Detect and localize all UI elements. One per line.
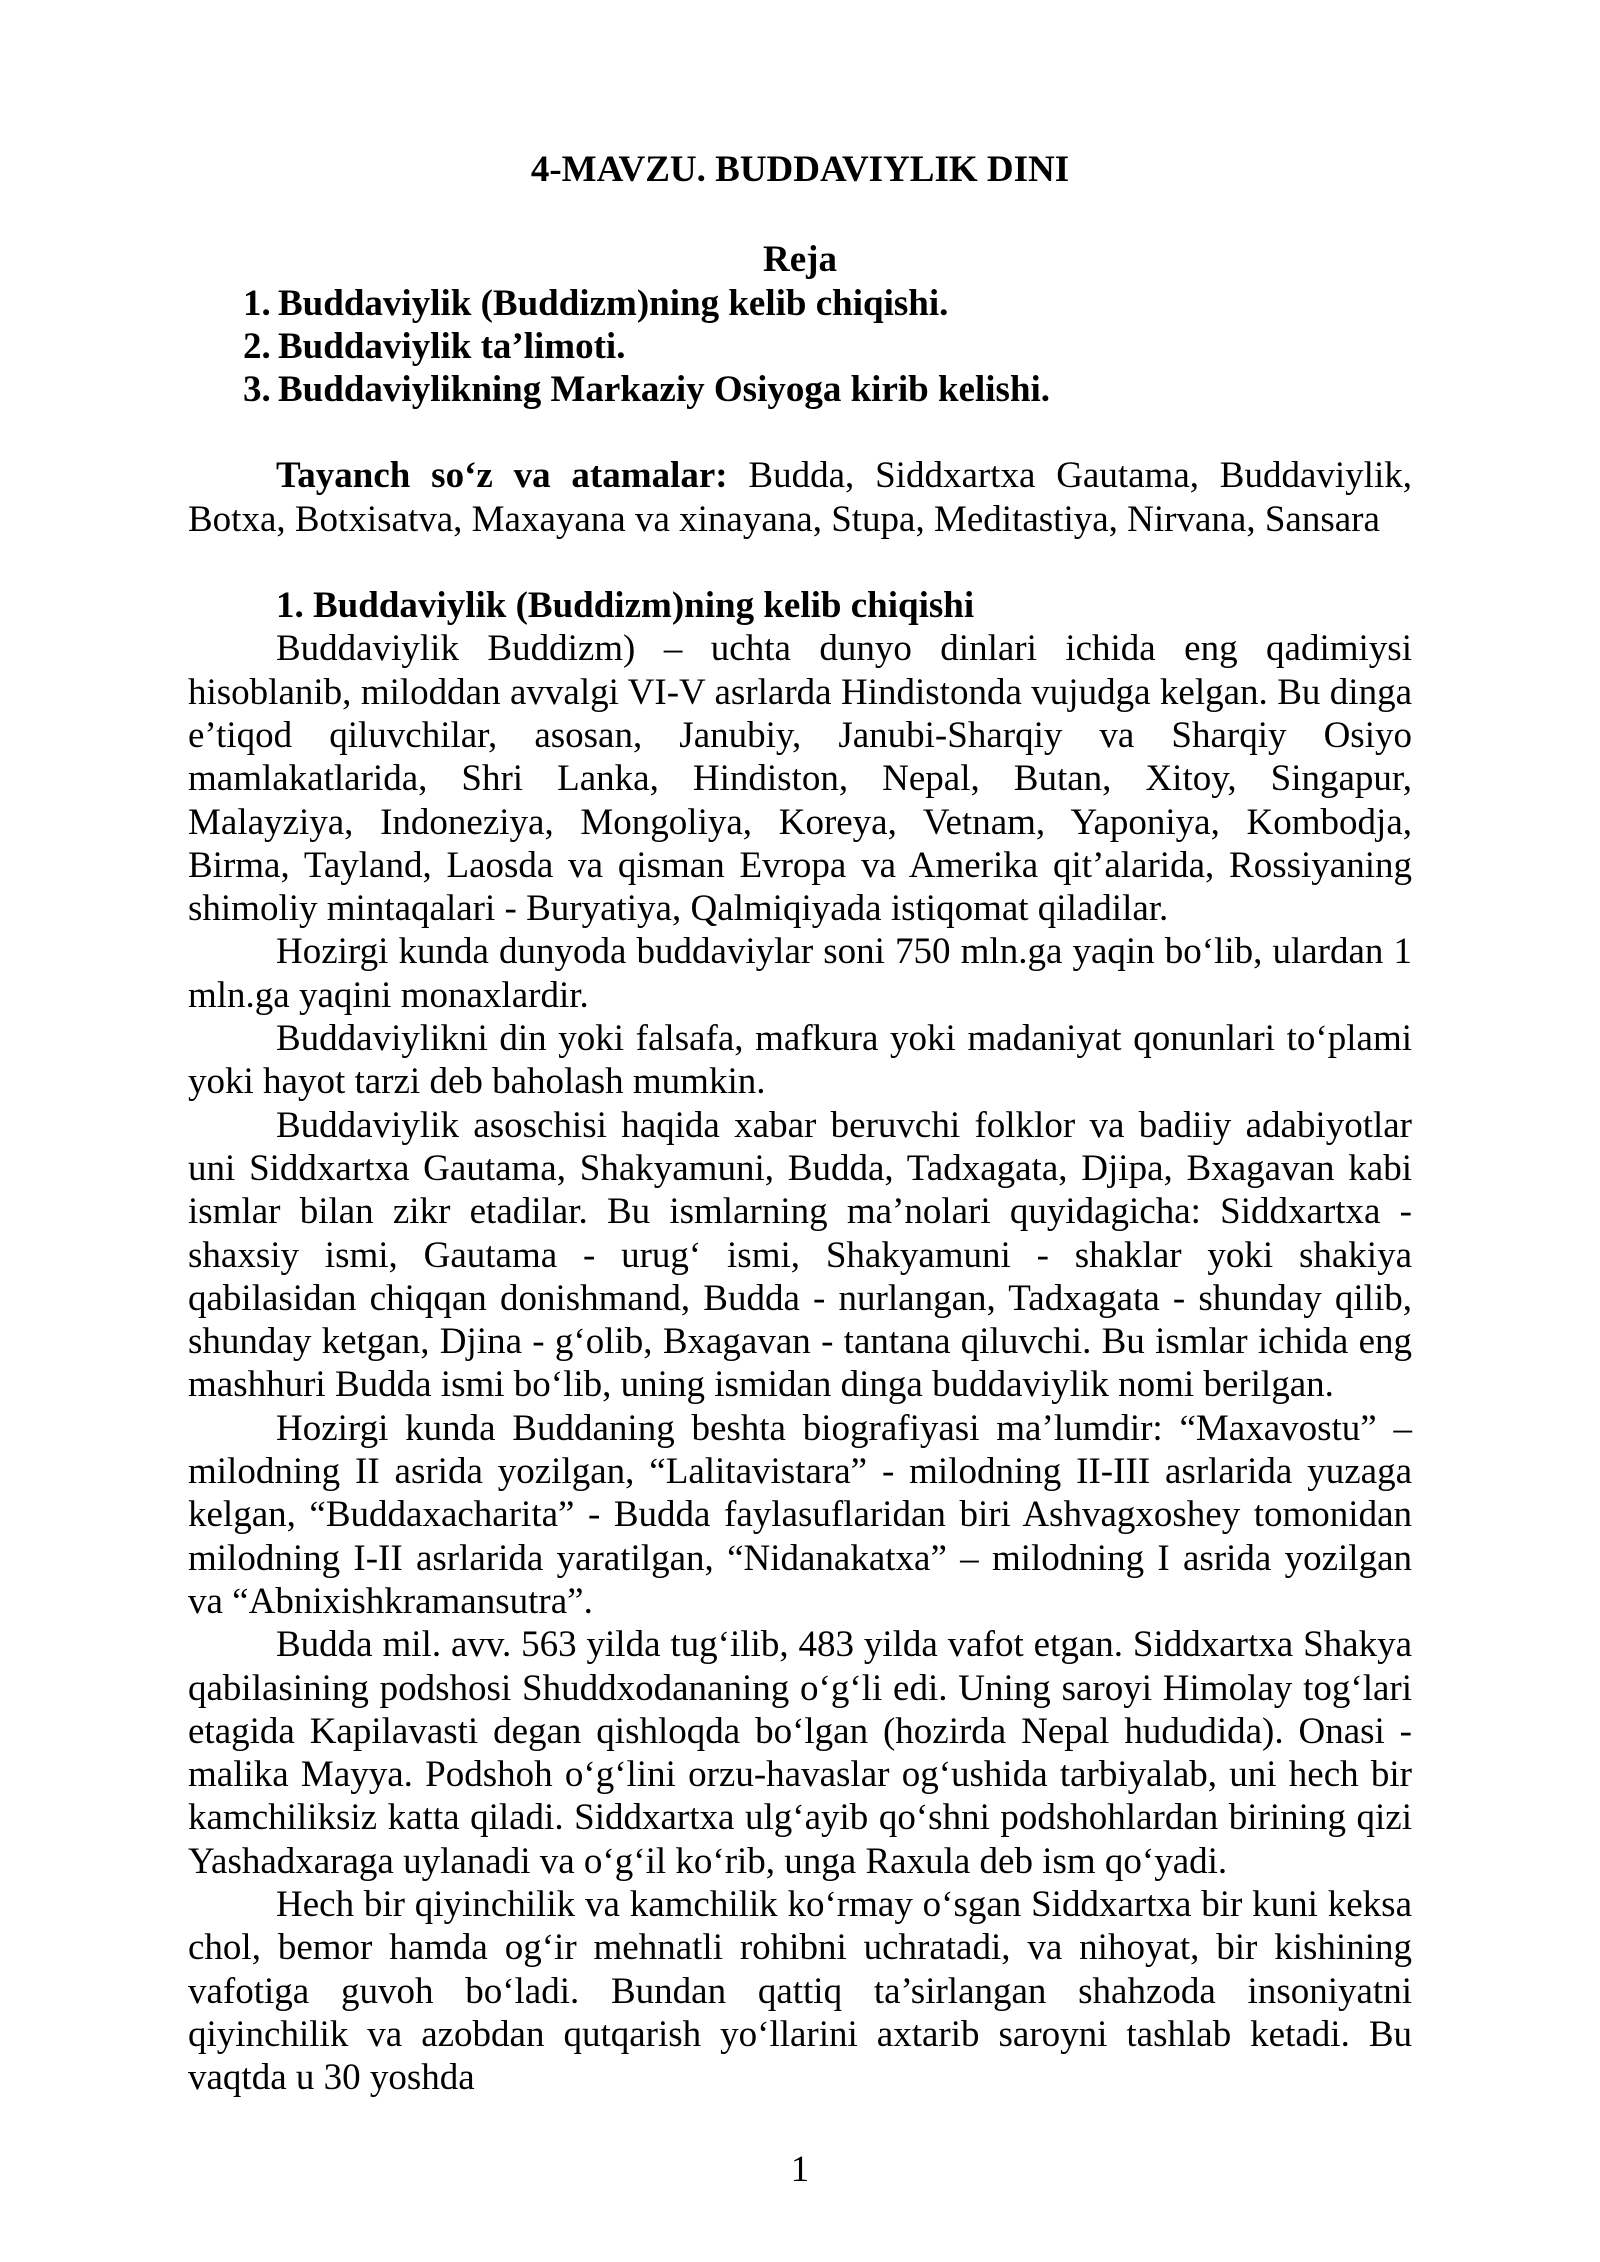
plan-item-number: 1. [243, 282, 271, 324]
plan-item-2 [243, 325, 1412, 368]
document-title: 4-MAVZU. BUDDAVIYLIK DINI [530, 149, 1070, 190]
plan-heading: Reja [763, 239, 837, 281]
keywords-paragraph [188, 454, 1412, 541]
plan-list [188, 282, 1412, 412]
keywords-label: Tayanch so‘z va atamalar: [276, 455, 728, 497]
plan-item-text: Buddaviylikning Markaziy Osiyoga kirib kelishi. [278, 369, 1051, 411]
plan-item-text: Buddaviylik ta’limoti. [278, 325, 626, 367]
plan-item-1 [243, 282, 1412, 325]
plan-item-3 [243, 368, 1412, 411]
keywords-text: Budda, Siddxartxa Gautama, Buddaviylik, Botxa, Botxisatva, Maxayana va xinayana, Stupa, Meditastiya, Nirvana, Sansara [188, 455, 1412, 540]
body-paragraph-5: Hozirgi kunda Buddaning beshta biografiyasi ma’lumdir: “Maxavostu” – milodning II asrida yozilgan, “Lalitavistara” - milodning II-III asrlarida yuzaga kelgan, “Buddaxacharita” - Budda faylasuflaridan biri Ashvagxoshey tomonidan milodning I-II asrlarida yaratilgan, “Nidanakatxa” – milodning I asrida yozilgan va “Abnixishkramansutra”. [188, 1407, 1412, 1622]
body-paragraph-1: Buddaviylik Buddizm) – uchta dunyo dinlari ichida eng qadimiysi hisoblanib, miloddan avvalgi VI-V asrlarda Hindistonda vujudga kelgan. Bu dinga e’tiqod qiluvchilar, asosan, Janubiy, Janubi-Sharqiy va Sharqiy Osiyo mamlakatlarida, Shri Lanka, Hindiston, Nepal, Butan, Xitoy, Singapur, Malayziya, Indoneziya, Mongoliya, Koreya, Vetnam, Yaponiya, Kombodja, Birma, Tayland, Laosda va qisman Evropa va Amerika qit’alarida, Rossiyaning shimoliy mintaqalari - Buryatiya, Qalmiqiyada istiqomat qiladilar. [188, 628, 1412, 930]
plan-item-number: 2. [243, 325, 271, 367]
plan-item-text: Buddaviylik (Buddizm)ning kelib chiqishi. [278, 282, 949, 324]
body-paragraph-7: Hech bir qiyinchilik va kamchilik ko‘rmay o‘sgan Siddxartxa bir kuni keksa chol, bemor hamda og‘ir mehnatli rohibni uchratadi, va nihoyat, bir kishining vafotiga guvoh bo‘ladi. Bundan qattiq ta’sirlangan shahzoda insoniyatni qiyinchilik va azobdan qutqarish yo‘llarini axtarib saroyni tashlab ketadi. Bu vaqtda u 30 yoshda [188, 1883, 1412, 2099]
body-paragraph-4: Buddaviylik asoschisi haqida xabar beruvchi folklor va badiiy adabiyotlar uni Siddxartxa Gautama, Shakyamuni, Budda, Tadxagata, Djipa, Bxagavan kabi ismlar bilan zikr etadilar. Bu ismlarning ma’nolari quyidagicha: Siddxartxa - shaxsiy ismi, Gautama - urug‘ ismi, Shakyamuni - shaklar yoki shakiya qabilasidan chiqqan donishmand, Budda - nurlangan, Tadxagata - shunday qilib, shunday ketgan, Djina - g‘olib, Bxagavan - tantana qiluvchi. Bu ismlar ichida eng mashhuri Budda ismi bo‘lib, uning ismidan dinga buddaviylik nomi berilgan. [188, 1104, 1412, 1406]
body-paragraph-6: Budda mil. avv. 563 yilda tug‘ilib, 483 yilda vafot etgan. Siddxartxa Shakya qabilasining podshosi Shuddxodananing o‘g‘li edi. Uning saroyi Himolay tog‘lari etagida Kapilavasti degan qishloqda bo‘lgan (hozirda Nepal hududida). Onasi - malika Mayya. Podshoh o‘g‘lini orzu-havaslar og‘ushida tarbiyalab, uni hech bir kamchiliksiz katta qiladi. Siddxartxa ulg‘ayib qo‘shni podshohlardan birining qizi Yashadxaraga uylanadi va o‘g‘il ko‘rib, unga Raxula deb ism qo‘yadi. [188, 1624, 1412, 1882]
body-paragraph-2: Hozirgi kunda dunyoda buddaviylar soni 750 mln.ga yaqin bo‘lib, ulardan 1 mln.ga yaqini monaxlardir. [188, 931, 1412, 1016]
section-heading: 1. Buddaviylik (Buddizm)ning kelib chiqishi [276, 585, 975, 627]
page-number: 1 [790, 2149, 810, 2191]
plan-item-number: 3. [243, 369, 271, 411]
body-paragraph-3: Buddaviylikni din yoki falsafa, mafkura yoki madaniyat qonunlari to‘plami yoki hayot tarzi deb baholash mumkin. [188, 1018, 1412, 1103]
